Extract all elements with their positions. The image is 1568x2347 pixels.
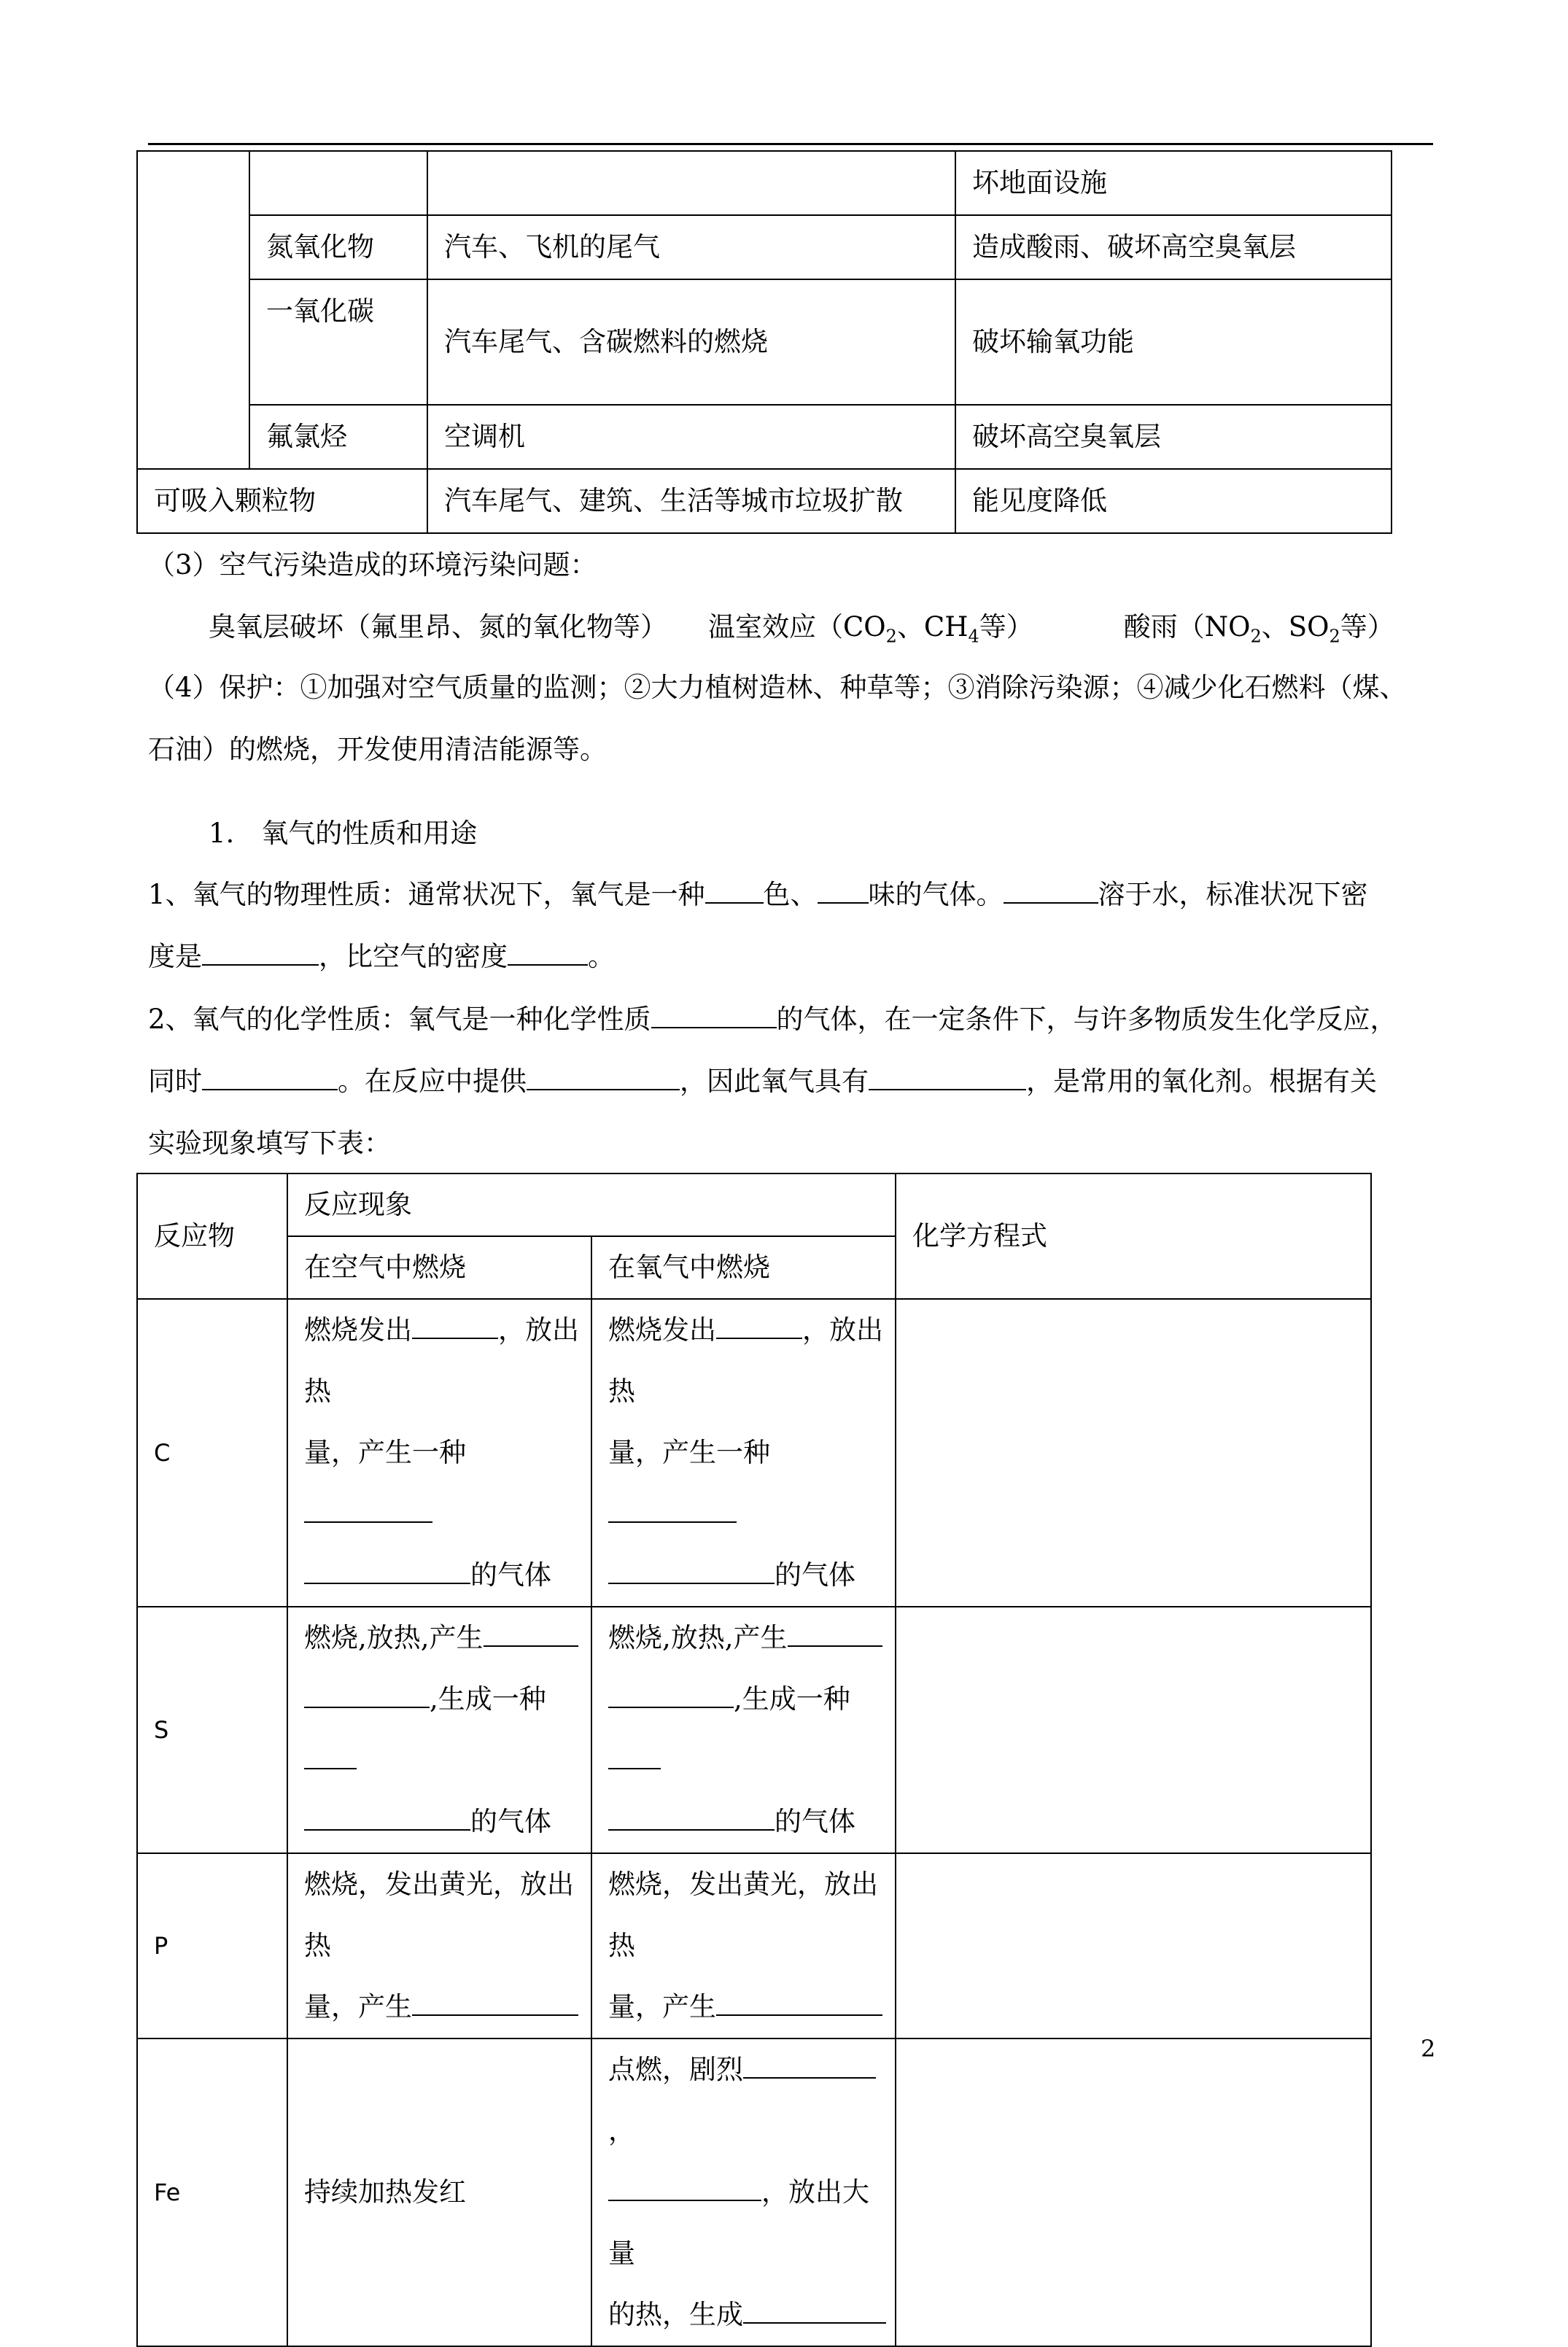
air-cell: 燃烧，发出黄光，放出热 量，产生	[287, 1853, 591, 2038]
table-cell: 汽车、飞机的尾气	[427, 215, 955, 279]
table-cell: 汽车尾气、建筑、生活等城市垃圾扩散	[427, 469, 955, 533]
answer-blank[interactable]	[508, 939, 588, 966]
answer-blank[interactable]	[484, 1621, 578, 1647]
oxygen-cell: 燃烧,放热,产生 ,生成一种 的气体	[591, 1607, 896, 1853]
equation-cell[interactable]	[896, 1853, 1371, 2038]
table-cell: 坏地面设施	[955, 151, 1392, 215]
question-1-line1: 1、氧气的物理性质：通常状况下，氧气是一种 色、 味的气体。 溶于水，标准状况下密	[148, 879, 1368, 910]
table-cell	[249, 151, 427, 215]
page-number: 2	[1421, 2035, 1436, 2063]
answer-blank[interactable]	[412, 1313, 498, 1339]
answer-blank[interactable]	[716, 1313, 802, 1339]
reactant-cell: P	[137, 1853, 287, 2038]
question-2-line3: 实验现象填写下表：	[148, 1128, 391, 1159]
table-row	[137, 1853, 1371, 2038]
header-rule	[148, 143, 1433, 145]
answer-blank[interactable]	[608, 1682, 734, 1708]
table-cell: 氟氯烃	[249, 405, 427, 469]
answer-blank[interactable]	[608, 2175, 761, 2201]
table-row	[137, 151, 1392, 215]
table-cell: 破坏输氧功能	[955, 279, 1392, 405]
table-cell: 破坏高空臭氧层	[955, 405, 1392, 469]
pollutant-table	[136, 150, 1392, 534]
answer-blank[interactable]	[608, 1743, 661, 1769]
answer-blank[interactable]	[202, 1064, 338, 1090]
table-cell: 汽车尾气、含碳燃料的燃烧	[427, 279, 955, 405]
equation-cell[interactable]	[896, 1607, 1371, 1853]
answer-blank[interactable]	[608, 1497, 737, 1523]
table-row	[137, 405, 1392, 469]
answer-blank[interactable]	[304, 1743, 357, 1769]
answer-blank[interactable]	[743, 2052, 876, 2079]
question-1-line2: 度是 ，比空气的密度 。	[148, 941, 615, 972]
table-cell: 能见度降低	[955, 469, 1392, 533]
answer-blank[interactable]	[608, 1558, 775, 1584]
table-cell: 可吸入颗粒物	[137, 469, 427, 533]
question-2-line1: 2、氧气的化学性质：氧气是一种化学性质 的气体，在一定条件下，与许多物质发生化学反应，	[148, 1004, 1397, 1035]
air-cell: 燃烧发出 ，放出热 量，产生一种 的气体	[287, 1299, 591, 1607]
table-row	[137, 279, 1392, 405]
table-row	[137, 1607, 1371, 1853]
table-row	[137, 2038, 1371, 2346]
air-cell: 持续加热发红	[287, 2038, 591, 2346]
oxygen-cell: 燃烧，发出黄光，放出热 量，产生	[591, 1853, 896, 2038]
acid-rain-item: 酸雨（$NO_2$、$SO_2$等）	[1123, 611, 1394, 647]
equation-cell[interactable]	[896, 1299, 1371, 1607]
oxygen-cell: 燃烧发出 ，放出热 量，产生一种 的气体	[591, 1299, 896, 1607]
answer-blank[interactable]	[651, 1002, 777, 1028]
paragraph-3-items	[209, 609, 1394, 654]
header-reactant: 反应物	[137, 1174, 287, 1299]
answer-blank[interactable]	[527, 1064, 680, 1090]
table-row	[137, 215, 1392, 279]
table-cell: 氮氧化物	[249, 215, 427, 279]
table-row	[137, 1299, 1371, 1607]
header-phenomenon: 反应现象	[287, 1174, 896, 1236]
header-in-oxygen: 在氧气中燃烧	[591, 1236, 896, 1299]
answer-blank[interactable]	[304, 1558, 470, 1584]
table-row	[137, 469, 1392, 533]
reaction-table	[136, 1173, 1372, 2347]
answer-blank[interactable]	[202, 939, 319, 966]
paragraph-4-line1: （4）保护：①加强对空气质量的监测；②大力植树造林、种草等；③消除污染源；④减少化石燃料（煤、	[148, 672, 1407, 703]
table-cell: 一氧化碳	[249, 279, 427, 405]
paragraph-3-title: （3）空气污染造成的环境污染问题：	[148, 549, 597, 581]
answer-blank[interactable]	[304, 1497, 432, 1523]
answer-blank[interactable]	[705, 877, 764, 904]
answer-blank[interactable]	[608, 1804, 775, 1831]
oxygen-cell: 点燃，剧烈， ，放出大量 的热，生成	[591, 2038, 896, 2346]
air-cell: 燃烧,放热,产生 ,生成一种 的气体	[287, 1607, 591, 1853]
answer-blank[interactable]	[743, 2297, 886, 2324]
answer-blank[interactable]	[1004, 877, 1098, 904]
answer-blank[interactable]	[869, 1064, 1026, 1090]
table-cell	[427, 151, 955, 215]
paragraph-4-line2: 石油）的燃烧，开发使用清洁能源等。	[148, 734, 607, 765]
greenhouse-item: 温室效应（$CO_2$、$CH_4$等）	[708, 611, 1033, 647]
table-cell	[137, 151, 249, 469]
table-cell: 空调机	[427, 405, 955, 469]
reactant-cell: C	[137, 1299, 287, 1607]
reactant-cell: S	[137, 1607, 287, 1853]
question-2-line2: 同时 。在反应中提供 ，因此氧气具有 ，是常用的氧化剂。根据有关	[148, 1066, 1377, 1097]
ozone-item: 臭氧层破坏（氟里昂、氮的氧化物等）	[209, 611, 667, 643]
answer-blank[interactable]	[716, 1990, 882, 2016]
equation-cell[interactable]	[896, 2038, 1371, 2346]
section-title: 1. 氧气的性质和用途	[209, 818, 478, 849]
answer-blank[interactable]	[788, 1621, 882, 1647]
answer-blank[interactable]	[304, 1804, 470, 1831]
answer-blank[interactable]	[818, 877, 869, 904]
answer-blank[interactable]	[412, 1990, 578, 2016]
table-cell: 造成酸雨、破坏高空臭氧层	[955, 215, 1392, 279]
header-equation: 化学方程式	[896, 1174, 1371, 1299]
reactant-cell: Fe	[137, 2038, 287, 2346]
answer-blank[interactable]	[304, 1682, 430, 1708]
header-in-air: 在空气中燃烧	[287, 1236, 591, 1299]
table-header-row	[137, 1174, 1371, 1236]
